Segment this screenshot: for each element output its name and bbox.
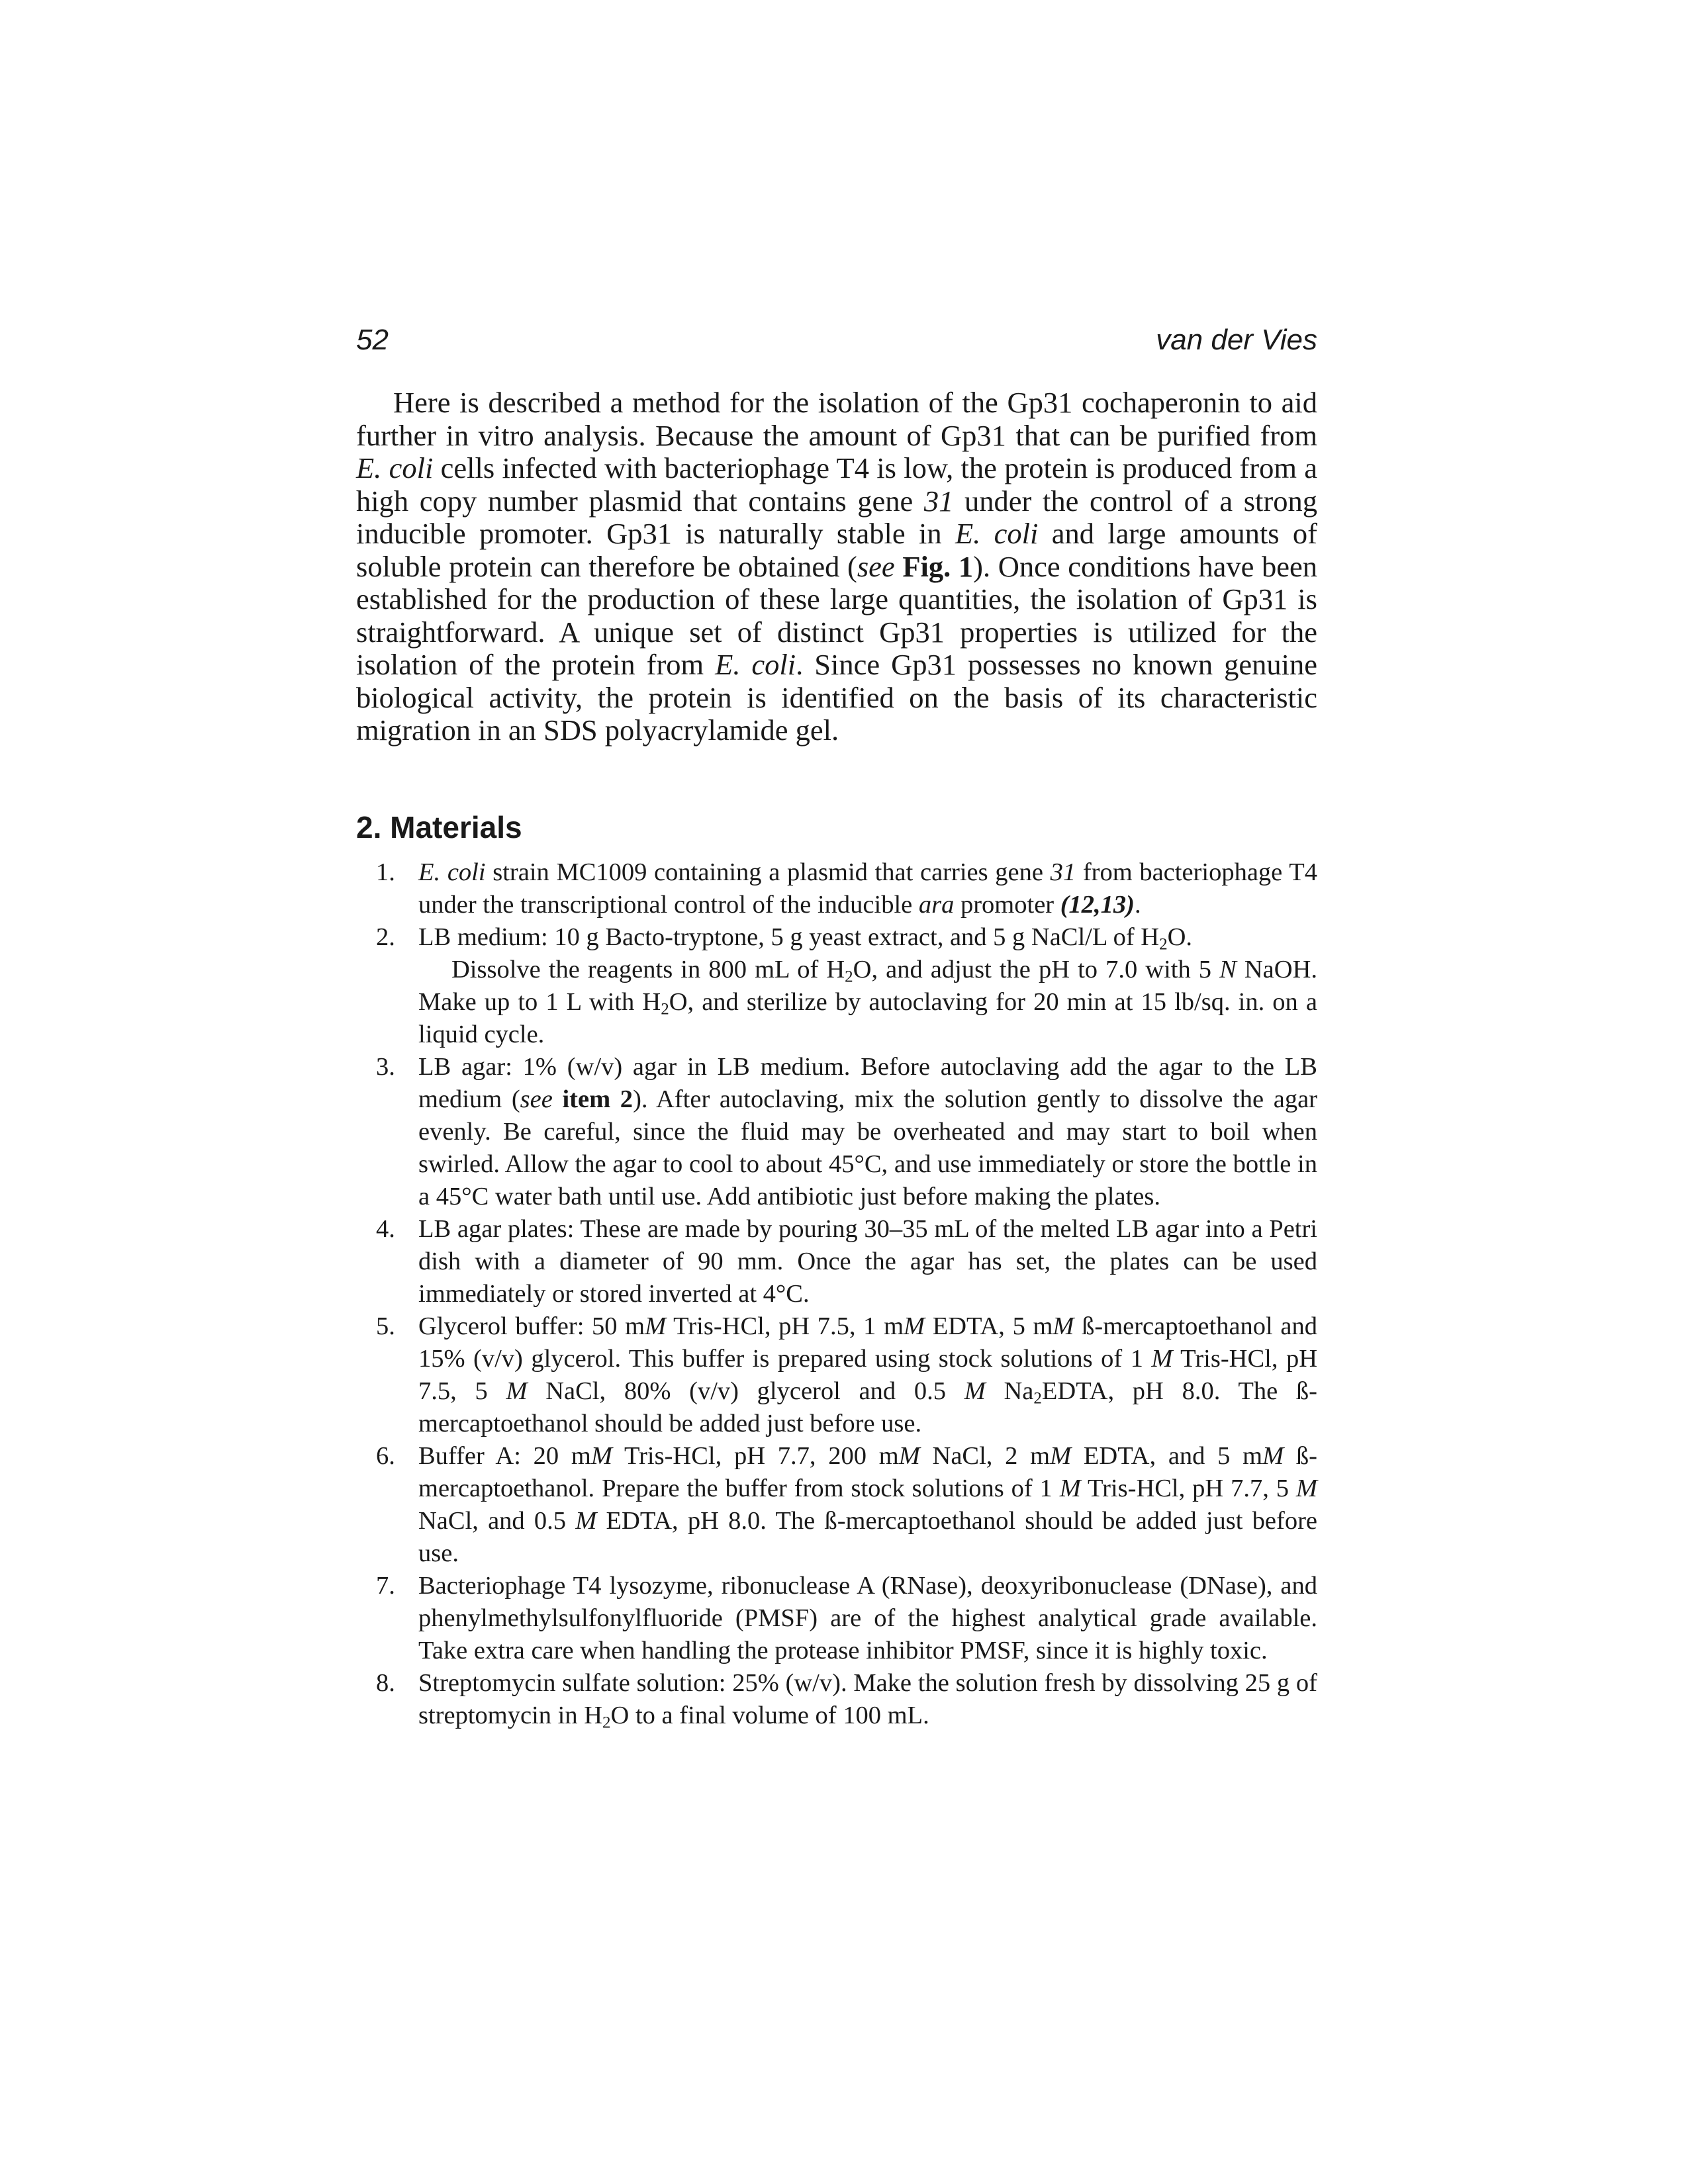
- item-number: 4.: [376, 1215, 395, 1243]
- section-heading-materials: 2. Materials: [356, 810, 522, 844]
- item-number: 1.: [376, 858, 395, 886]
- list-item: 5. Glycerol buffer: 50 mM Tris-HCl, pH 7.5, 1 mM EDTA, 5 mM ß-mercaptoethanol and 15% (v/v) glycerol. This buffer is prepared using stock solutions of 1 M Tris-HCl, pH 7.5, 5 M NaCl, 80% (v/v) glycerol and 0.5 M $Na_2EDTA$, pH 8.0. The ß-mercaptoethanol should be added just before use.: [356, 1310, 1317, 1440]
- list-item: 8. Streptomycin sulfate solution: 25% (w/v). Make the solution fresh by dissolving 25 g of streptomycin in $H_2O$ to a final volume of 100 mL.: [356, 1667, 1317, 1732]
- item-number: 8.: [376, 1669, 395, 1697]
- list-item: 7. Bacteriophage T4 lysozyme, ribonuclease A (RNase), deoxyribonuclease (DNase), and phenylmethylsulfonylfluoride (PMSF) are of the highest analytical grade available. Take extra care when handling the protease inhibitor PMSF, since it is highly toxic.: [356, 1570, 1317, 1667]
- item-number: 3.: [376, 1053, 395, 1081]
- running-head: van der Vies: [1156, 324, 1317, 356]
- item-number: 5.: [376, 1312, 395, 1340]
- item-number: 6.: [376, 1442, 395, 1470]
- list-item: 6. Buffer A: 20 mM Tris-HCl, pH 7.7, 200 mM NaCl, 2 mM EDTA, and 5 mM ß-mercaptoethanol. Prepare the buffer from stock solutions of 1 M Tris-HCl, pH 7.7, 5 M NaCl, and 0.5 M EDTA, pH 8.0. The ß-mercaptoethanol should be added just before use.: [356, 1440, 1317, 1570]
- list-item: 1. E. coli strain MC1009 containing a plasmid that carries gene 31 from bacteriophage T4 under the transcriptional control of the inducible ara promoter (12,13).: [356, 856, 1317, 921]
- list-item: 4. LB agar plates: These are made by pouring 30–35 mL of the melted LB agar into a Petri dish with a diameter of 90 mm. Once the agar has set, the plates can be used immediately or stored inverted at 4°C.: [356, 1213, 1317, 1310]
- list-item: 2. LB medium: 10 g Bacto-tryptone, 5 g yeast extract, and 5 g NaCl/L of $H_2O$. Dissolve the reagents in 800 mL of $H_2O$, and adjust the pH to 7.0 with 5 N NaOH. Make up to 1 L with $H_2O$, and sterilize by autoclaving for 20 min at 15 lb/sq. in. on a liquid cycle.: [356, 921, 1317, 1051]
- materials-list: [356, 856, 1317, 1732]
- list-item: 3. LB agar: 1% (w/v) agar in LB medium. Before autoclaving add the agar to the LB medium (see item 2). After autoclaving, mix the solution gently to dissolve the agar evenly. Be careful, since the fluid may be overheated and may start to boil when swirled. Allow the agar to cool to about 45°C, and use immediately or store the bottle in a 45°C water bath until use. Add antibiotic just before making the plates.: [356, 1051, 1317, 1213]
- intro-paragraph: Here is described a method for the isolation of the Gp31 cochaperonin to aid further in vitro analysis. Because the amount of Gp31 that can be purified from E. coli cells infected with bacteriophage T4 is low, the protein is produced from a high copy number plasmid that contains gene 31 under the control of a strong inducible promoter. Gp31 is naturally stable in E. coli and large amounts of soluble protein can therefore be obtained (see Fig. 1). Once conditions have been established for the production of these large quantities, the isolation of Gp31 is straightforward. A unique set of distinct Gp31 properties is utilized for the isolation of the protein from E. coli. Since Gp31 possesses no known genuine biological activity, the protein is identified on the basis of its characteristic migration in an SDS polyacrylamide gel.: [356, 386, 1318, 747]
- page-number: 52: [356, 324, 389, 356]
- item-number: 2.: [376, 923, 395, 951]
- item-number: 7.: [376, 1572, 395, 1600]
